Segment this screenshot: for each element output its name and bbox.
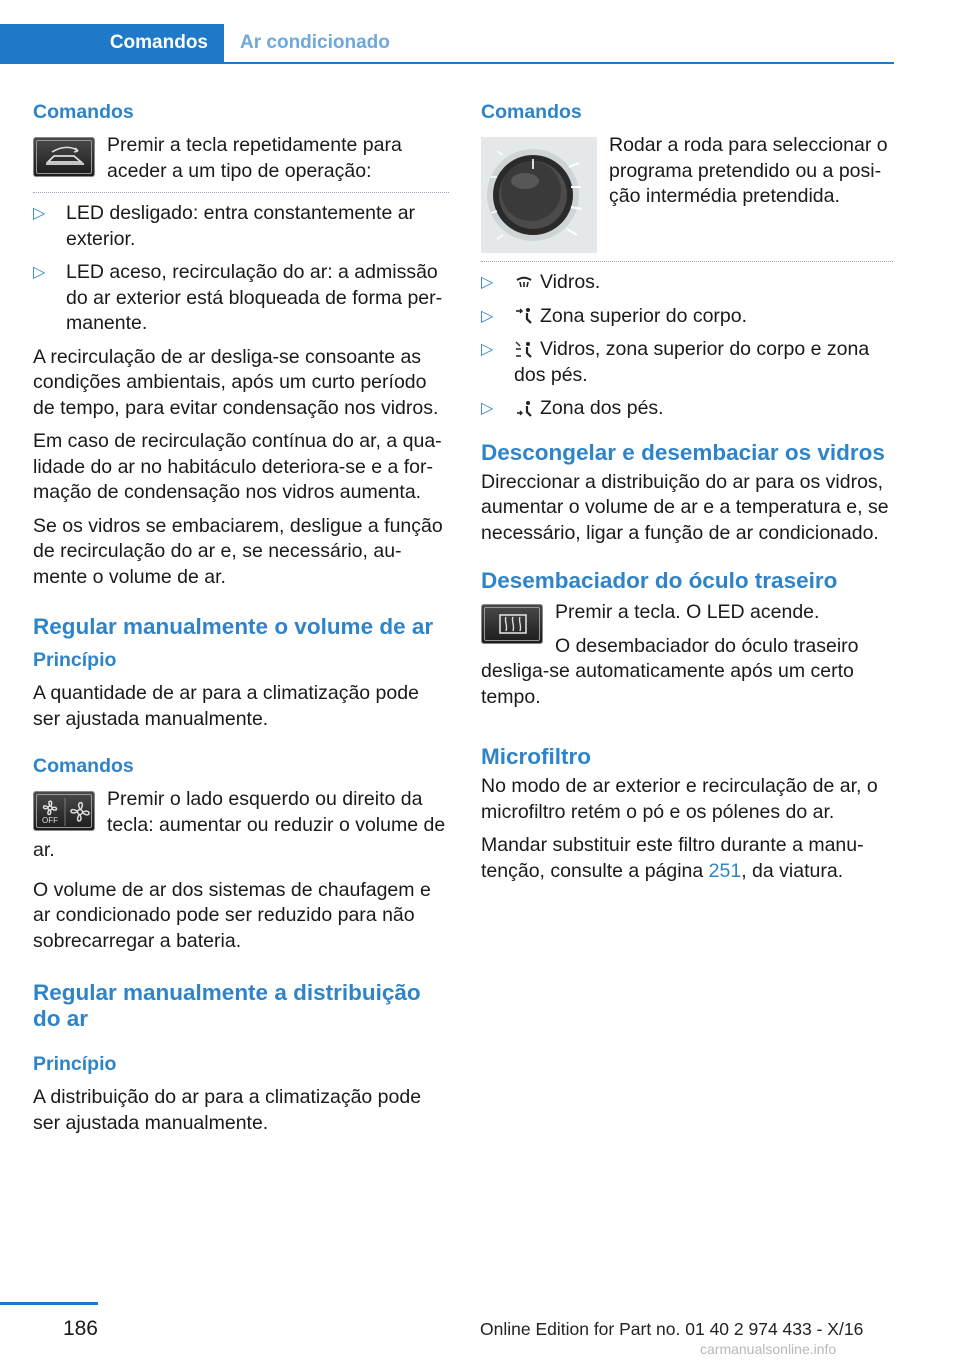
watermark: carmanualsonline.info <box>700 1341 837 1357</box>
section-heading-volume: Regular manualmente o volume de ar <box>33 614 434 639</box>
triangle-bullet-icon: ▷ <box>33 264 46 281</box>
windshield-air-icon <box>514 274 534 292</box>
paragraph: A recirculação de ar desliga-se consoante as condições ambientais, após um curto período de tempo, para evitar condensação nos vidros. <box>33 345 439 419</box>
dial-row <box>481 133 893 253</box>
section-heading-rear-defogger: Desembaciador do óculo traseiro <box>481 568 838 593</box>
subheading-principio: Princípio <box>33 649 117 671</box>
windshield-body-feet-air-icon <box>514 340 534 360</box>
page-link[interactable]: 251 <box>708 859 742 882</box>
triangle-bullet-icon: ▷ <box>481 307 494 325</box>
paragraph: A distribuição do ar para a climatização pode ser ajustada manualmente. <box>33 1086 422 1134</box>
left-column <box>33 100 449 1144</box>
list-item: ▷ Zona superior do corpo. <box>481 304 893 330</box>
footwell-air-icon <box>514 399 534 419</box>
footer-accent-bar <box>0 1302 98 1305</box>
top-header-bar <box>0 24 894 64</box>
rear-defogger-button-image <box>481 604 543 644</box>
recirc-options-list <box>33 201 449 337</box>
fan-button-row <box>33 787 449 864</box>
list-item: ▷ Vidros, zona superior do corpo e zona dos pés. <box>481 338 870 386</box>
header-tab-ar-condicionado[interactable]: Ar condicionado <box>240 32 390 53</box>
paragraph: Se os vidros se embaciarem, desligue a função de recirculação do ar e, se necessário, au- mente o volume de ar. <box>33 514 443 588</box>
fan-volume-button-image <box>33 791 95 831</box>
air-distribution-list <box>481 270 893 422</box>
subheading-principio: Princípio <box>33 1053 117 1075</box>
divider <box>33 192 449 193</box>
list-item: ▷ Zona dos pés. <box>481 396 893 422</box>
section-heading-defrost: Descongelar e desembaciar os vidros <box>481 439 885 465</box>
recirculation-button-image <box>33 137 95 177</box>
paragraph: A quantidade de ar para a climatização pode ser ajustada manualmente. <box>33 682 419 730</box>
dial-instruction: Rodar a roda para seleccionar o programa pretendido ou a posi- ção intermédia pretendida. <box>609 134 888 207</box>
list-item: ▷ Vidros. <box>481 270 893 296</box>
rear-defogger-instruction: Premir a tecla. O LED acende. <box>555 601 820 623</box>
divider <box>481 261 893 262</box>
page-number: 186 <box>62 1317 98 1340</box>
section-heading-distribution: Regular manualmente a distribuição do ar <box>33 980 421 1031</box>
triangle-bullet-icon: ▷ <box>481 341 494 358</box>
triangle-bullet-icon: ▷ <box>481 274 494 291</box>
edition-text: Online Edition for Part no. 01 40 2 974 433 - X/16 <box>480 1319 864 1339</box>
paragraph: Em caso de recirculação contínua do ar, a qua- lidade do ar no habitáculo deteriora-se e a for- mação de condensação nos vidros aumenta. <box>33 430 442 503</box>
subheading-comandos: Comandos <box>33 101 134 123</box>
upper-body-air-icon <box>514 306 534 326</box>
fan-instruction: Premir o lado esquerdo ou direito da tecla: aumentar ou reduzir o volume de ar. <box>33 788 446 861</box>
paragraph-filter-replace: Mandar substituir este filtro durante a manu- tenção, consulte a página 251, da viatura. <box>481 834 864 882</box>
triangle-bullet-icon: ▷ <box>481 400 494 417</box>
subheading-comandos: Comandos <box>481 101 582 123</box>
list-item: ▷ LED aceso, recirculação do ar: a admissão do ar exterior está bloqueada de forma per- manente. <box>33 261 443 334</box>
recirc-button-row <box>33 133 449 184</box>
right-column <box>481 100 893 892</box>
paragraph: Direccionar a distribuição do ar para os vidros, aumentar o volume de ar e a temperatura e, se necessário, ligar a função de ar condicionado. <box>481 470 889 544</box>
paragraph: O volume de ar dos sistemas de chaufagem e ar condicionado pode ser reduzido para não sobrecarregar a bateria. <box>33 878 431 952</box>
header-tab-comandos[interactable]: Comandos <box>0 24 224 62</box>
off-label: OFF <box>42 816 58 825</box>
air-distribution-dial-image <box>481 137 597 253</box>
triangle-bullet-icon: ▷ <box>33 205 46 222</box>
list-item: ▷ LED desligado: entra constantemente ar exterior. <box>33 202 416 250</box>
subheading-comandos: Comandos <box>33 755 134 777</box>
recirc-instruction: Premir a tecla repetidamente para aceder a um tipo de operação: <box>107 134 402 182</box>
paragraph: O desembaciador do óculo traseiro desliga-se automaticamente após um certo tempo. <box>481 634 859 708</box>
section-heading-microfilter: Microfiltro <box>481 744 591 769</box>
paragraph: No modo de ar exterior e recirculação de ar, o microfiltro retém o pó e os pólenes do ar. <box>481 775 878 823</box>
rear-defogger-row <box>481 600 893 718</box>
